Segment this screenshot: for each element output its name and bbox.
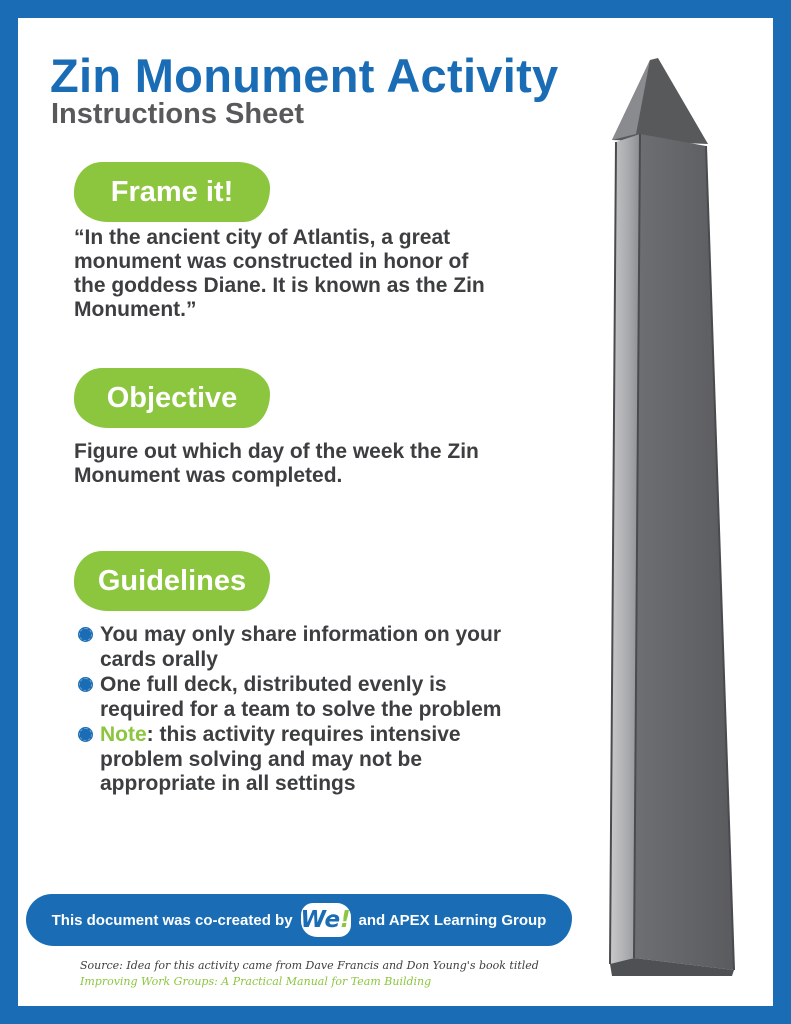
page-title: Zin Monument Activity [50,49,559,102]
bullet-icon [78,627,93,642]
guideline-item [76,623,516,672]
bullet-icon [78,677,93,692]
co-creation-banner [26,894,572,946]
guideline-text: One full deck, distributed evenly is required for a team to solve the problem [100,673,502,721]
note-label: Note [100,723,147,746]
bullet-icon [78,727,93,742]
we-logo-text: We [300,907,341,933]
source-text: Source: Idea for this activity came from Dave Francis and Don Young's book titled [80,959,539,972]
objective-text: Figure out which day of the week the Zin Monument was completed. [74,440,479,487]
frame-text: “In the ancient city of Atlantis, a great monument was constructed in honor of the goddess Diane. It is known as the Zin Monument.” [74,226,485,321]
instructions-sheet [18,18,773,1006]
guidelines-heading-label: Guidelines [97,564,247,597]
obelisk-monument-icon [588,38,758,978]
guideline-item-note [76,723,516,797]
source-citation [80,958,550,990]
frame-heading-label: Frame it! [110,175,234,208]
guideline-item [76,673,516,722]
objective-heading [74,368,270,428]
guideline-text: You may only share information on your cards orally [100,623,501,671]
we-logo-icon [301,903,351,937]
frame-heading [74,162,270,222]
page-subtitle: Instructions Sheet [51,98,304,130]
guidelines-heading [74,551,270,611]
banner-text-after: and APEX Learning Group [358,911,547,929]
banner-text-before: This document was co-created by [51,911,293,929]
guidelines-list [76,623,516,798]
source-book-title: Improving Work Groups: A Practical Manual for Team Building [80,975,432,988]
objective-heading-label: Objective [106,381,238,414]
we-logo-mark: ! [340,907,351,933]
note-text: : this activity requires intensive problem solving and may not be appropriate in all settings [100,723,461,795]
